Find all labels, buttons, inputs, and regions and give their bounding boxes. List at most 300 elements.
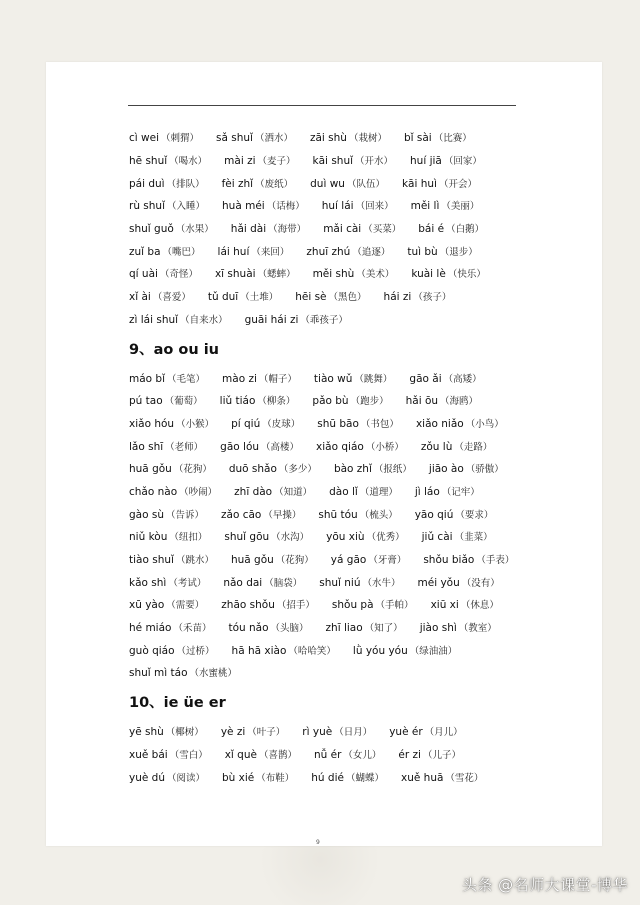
hanzi-text: （奇怪） xyxy=(159,269,198,281)
word-entry xyxy=(234,484,312,498)
hanzi-text: （考试） xyxy=(168,577,207,589)
word-row xyxy=(129,217,569,240)
hanzi-text: （追逐） xyxy=(352,246,391,258)
word-entry xyxy=(312,393,388,407)
word-entry xyxy=(411,198,480,212)
word-entry xyxy=(401,770,483,784)
pinyin-text: yè zi xyxy=(220,726,246,739)
word-entry xyxy=(228,620,308,634)
hanzi-text: （美丽） xyxy=(441,201,480,213)
hanzi-text: （手表） xyxy=(476,555,515,567)
word-entry xyxy=(245,312,348,326)
word-entry xyxy=(129,575,206,589)
pinyin-text: xiǎo hóu xyxy=(129,417,175,430)
pinyin-text: kāi shuǐ xyxy=(312,155,354,168)
word-entry xyxy=(129,289,191,303)
pinyin-text: huā gǒu xyxy=(230,554,274,567)
word-row xyxy=(129,239,569,262)
pinyin-text: zhī dào xyxy=(234,485,273,498)
document-page xyxy=(46,62,602,846)
word-entry xyxy=(221,507,301,521)
pinyin-text: jiào shì xyxy=(419,622,457,635)
pinyin-text: zhāo shǒu xyxy=(221,599,275,612)
pinyin-text: zhuī zhú xyxy=(306,245,351,258)
pinyin-text: yē shù xyxy=(129,726,164,739)
hanzi-text: （阅读） xyxy=(167,772,206,784)
word-entry xyxy=(224,529,309,543)
hanzi-text: （水蜜桃） xyxy=(189,668,238,680)
pinyin-text: xǐ què xyxy=(224,748,257,761)
pinyin-text: niǔ kòu xyxy=(129,531,168,544)
pinyin-text: pái duì xyxy=(129,177,165,190)
hanzi-text: （水沟） xyxy=(271,532,310,544)
word-entry xyxy=(231,552,314,566)
word-entry xyxy=(129,665,237,679)
word-entry xyxy=(129,770,205,784)
pinyin-text: chǎo nào xyxy=(129,485,178,498)
pinyin-text: shū tóu xyxy=(318,508,358,521)
pinyin-text: huà méi xyxy=(222,200,265,213)
pinyin-text: xuě bái xyxy=(129,748,168,761)
word-row xyxy=(129,389,569,412)
hanzi-text: （雪白） xyxy=(169,749,208,761)
pinyin-text: yuè dú xyxy=(129,771,165,784)
hanzi-text: （比赛） xyxy=(433,133,472,145)
word-entry xyxy=(384,289,452,303)
word-entry xyxy=(295,289,366,303)
word-entry xyxy=(314,747,381,761)
pinyin-text: gāo lóu xyxy=(220,440,260,453)
pinyin-text: bào zhǐ xyxy=(333,463,372,476)
word-entry xyxy=(129,266,198,280)
hanzi-text: （休息） xyxy=(460,600,499,612)
word-row xyxy=(129,525,569,548)
pinyin-text: mào zi xyxy=(222,372,257,385)
hanzi-text: （梳头） xyxy=(359,509,398,521)
pinyin-text: guò qiáo xyxy=(129,644,175,657)
word-row xyxy=(129,502,569,525)
word-entry xyxy=(404,130,472,144)
hanzi-text: （废纸） xyxy=(255,178,294,190)
word-entry xyxy=(129,153,207,167)
word-entry xyxy=(316,439,404,453)
pinyin-text: bù xié xyxy=(222,771,255,784)
hanzi-text: （帽子） xyxy=(258,373,297,385)
word-row xyxy=(129,457,569,480)
word-row xyxy=(129,638,569,661)
word-entry xyxy=(129,221,214,235)
word-row xyxy=(129,149,569,172)
hanzi-text: （开水） xyxy=(355,156,394,168)
hanzi-text: （牙膏） xyxy=(368,555,407,567)
pinyin-text: hú dié xyxy=(311,771,344,784)
word-entry xyxy=(129,724,204,738)
word-entry xyxy=(222,371,297,385)
word-entry xyxy=(129,416,214,430)
pinyin-text: shū bāo xyxy=(317,417,359,430)
word-row xyxy=(129,593,569,616)
word-entry xyxy=(389,724,462,738)
hanzi-text: （花狗） xyxy=(275,555,314,567)
hanzi-text: （禾苗） xyxy=(173,623,212,635)
word-entry xyxy=(353,643,457,657)
hanzi-text: （刺猬） xyxy=(161,133,200,145)
hanzi-text: （需要） xyxy=(166,600,205,612)
pinyin-text: guāi hái zi xyxy=(244,313,299,326)
word-row xyxy=(129,661,569,684)
word-entry xyxy=(313,266,395,280)
word-entry xyxy=(319,575,400,589)
word-entry xyxy=(223,575,302,589)
pinyin-text: jì láo xyxy=(414,485,440,498)
section-title: 9、ao ou iu xyxy=(129,341,220,358)
hanzi-text: （过桥） xyxy=(176,645,215,657)
pinyin-text: xiǎo qiáo xyxy=(316,440,364,453)
word-entry xyxy=(216,130,293,144)
word-entry xyxy=(326,620,403,634)
pinyin-text: lái huí xyxy=(217,245,250,258)
hanzi-text: （乖孩子） xyxy=(300,314,348,326)
pinyin-text: hǎi dài xyxy=(230,223,267,236)
hanzi-text: （记牢） xyxy=(441,486,480,498)
hanzi-text: （水牛） xyxy=(362,577,401,589)
pinyin-text: lǎo shī xyxy=(129,440,164,453)
pinyin-text: rì yuè xyxy=(302,726,333,739)
hanzi-text: （早操） xyxy=(263,509,302,521)
hanzi-text: （跳水） xyxy=(175,555,214,567)
pinyin-text: huí jiā xyxy=(410,155,442,168)
word-row xyxy=(129,262,569,285)
hanzi-text: （入睡） xyxy=(167,201,206,213)
pinyin-text: hē shuǐ xyxy=(129,155,168,168)
hanzi-text: （骄傲） xyxy=(465,464,504,476)
word-entry xyxy=(415,507,494,521)
word-entry xyxy=(129,552,214,566)
pinyin-text: bái é xyxy=(418,223,445,236)
word-entry xyxy=(407,244,477,258)
word-entry xyxy=(221,597,315,611)
pinyin-text: máo bǐ xyxy=(129,372,166,385)
pinyin-text: mǎi cài xyxy=(323,223,362,236)
pinyin-text: hǎi ōu xyxy=(405,395,439,408)
word-entry xyxy=(129,176,205,190)
pinyin-text: tǔ duī xyxy=(207,291,239,304)
word-entry xyxy=(318,507,397,521)
word-entry xyxy=(329,484,398,498)
word-row xyxy=(129,765,569,788)
hanzi-text: （哈哈笑） xyxy=(288,645,336,657)
word-entry xyxy=(208,289,278,303)
word-entry xyxy=(129,484,217,498)
word-entry xyxy=(306,244,390,258)
pinyin-text: lǜ yóu yóu xyxy=(352,644,408,657)
pinyin-text: tiào shuǐ xyxy=(129,554,174,567)
hanzi-text: （叶子） xyxy=(247,727,286,739)
hanzi-text: （雪花） xyxy=(445,772,484,784)
hanzi-text: （高矮） xyxy=(443,373,482,385)
hanzi-text: （韭菜） xyxy=(454,532,493,544)
hanzi-text: （买菜） xyxy=(363,224,402,236)
word-row xyxy=(129,616,569,639)
pinyin-text: mài zi xyxy=(224,155,256,168)
hanzi-text: （嘴巴） xyxy=(162,246,201,258)
hanzi-text: （布鞋） xyxy=(256,772,295,784)
pinyin-text: zhī liao xyxy=(325,622,363,635)
pinyin-text: huí lái xyxy=(321,200,354,213)
pinyin-text: hé miáo xyxy=(129,622,172,635)
word-entry xyxy=(323,221,401,235)
pinyin-text: méi yǒu xyxy=(417,576,460,589)
word-row xyxy=(129,480,569,503)
pinyin-text: cì wei xyxy=(129,132,159,145)
pinyin-text: dào lǐ xyxy=(329,485,358,498)
pinyin-text: hēi sè xyxy=(295,291,327,304)
hanzi-text: （麦子） xyxy=(257,156,296,168)
hanzi-text: （脑袋） xyxy=(264,577,303,589)
pinyin-text: zì lái shuǐ xyxy=(129,313,179,326)
word-row xyxy=(129,720,569,743)
pinyin-text: yāo qiú xyxy=(414,508,454,521)
word-entry xyxy=(302,724,372,738)
pinyin-text: shuǐ guǒ xyxy=(129,223,174,236)
pinyin-text: xuě huā xyxy=(401,771,444,784)
hanzi-text: （道理） xyxy=(359,486,398,498)
hanzi-text: （高楼） xyxy=(261,441,300,453)
word-row xyxy=(129,194,569,217)
hanzi-text: （没有） xyxy=(461,577,500,589)
word-entry xyxy=(129,312,228,326)
source-watermark: 头条 @名师大课堂-博华 xyxy=(461,876,628,894)
hanzi-text: （洒水） xyxy=(254,133,293,145)
pinyin-text: pǎo bù xyxy=(312,395,349,408)
hanzi-text: （毛笔） xyxy=(167,373,206,385)
pinyin-text: kǎo shì xyxy=(129,576,167,589)
hanzi-text: （孩子） xyxy=(413,292,452,304)
hanzi-text: （皮球） xyxy=(262,418,301,430)
word-entry xyxy=(224,153,295,167)
pinyin-text: sǎ shuǐ xyxy=(216,132,253,145)
hanzi-text: （海鸥） xyxy=(440,396,479,408)
hanzi-text: （报纸） xyxy=(373,464,412,476)
hanzi-text: （老师） xyxy=(165,441,204,453)
hanzi-text: （花狗） xyxy=(173,464,212,476)
word-entry xyxy=(129,198,205,212)
pinyin-text: yōu xiù xyxy=(326,531,365,544)
pinyin-text: yá gāo xyxy=(330,554,367,567)
word-entry xyxy=(334,461,412,475)
word-row xyxy=(129,412,569,435)
word-entry xyxy=(129,461,212,475)
hanzi-text: （自来水） xyxy=(180,314,228,326)
hanzi-text: （优秀） xyxy=(366,532,405,544)
word-entry xyxy=(222,176,294,190)
pinyin-text: bǐ sài xyxy=(403,132,432,145)
word-entry xyxy=(331,552,407,566)
word-entry xyxy=(231,416,300,430)
pinyin-text: shǒu pà xyxy=(331,599,374,612)
pinyin-text: qí uài xyxy=(129,268,158,281)
pinyin-text: pí qiú xyxy=(231,417,261,430)
word-entry xyxy=(218,244,290,258)
word-entry xyxy=(322,198,394,212)
pinyin-text: shuǐ niú xyxy=(319,576,361,589)
word-entry xyxy=(313,153,393,167)
hanzi-text: （小桥） xyxy=(365,441,404,453)
pinyin-text: jiǔ cài xyxy=(421,531,453,544)
hanzi-text: （回来） xyxy=(355,201,394,213)
word-entry xyxy=(422,529,493,543)
hanzi-text: （小鸟） xyxy=(465,418,504,430)
hanzi-text: （女儿） xyxy=(343,749,382,761)
word-entry xyxy=(406,393,478,407)
pinyin-text: zǒu lù xyxy=(420,440,453,453)
pinyin-text: duō shǎo xyxy=(228,463,277,476)
hanzi-text: （教室） xyxy=(458,623,497,635)
hanzi-text: （多少） xyxy=(278,464,317,476)
word-entry xyxy=(418,221,484,235)
word-entry xyxy=(415,484,480,498)
pinyin-text: xǐ ài xyxy=(129,291,151,304)
word-entry xyxy=(314,371,393,385)
hanzi-text: （头脑） xyxy=(270,623,309,635)
pinyin-text: tiào wǔ xyxy=(313,372,353,385)
hanzi-text: （海带） xyxy=(268,224,307,236)
word-entry xyxy=(222,770,294,784)
hanzi-text: （告诉） xyxy=(166,509,205,521)
hanzi-text: （栽树） xyxy=(348,133,387,145)
word-entry xyxy=(421,439,493,453)
hanzi-text: （喜鹊） xyxy=(258,749,297,761)
hanzi-text: （排队） xyxy=(166,178,205,190)
pinyin-text: huā gǒu xyxy=(129,463,172,476)
word-entry xyxy=(129,597,204,611)
word-entry xyxy=(129,244,201,258)
word-entry xyxy=(129,620,211,634)
word-entry xyxy=(232,643,336,657)
word-entry xyxy=(310,130,387,144)
pinyin-text: nǚ ér xyxy=(313,748,342,761)
page-number: 9 xyxy=(316,839,320,846)
word-entry xyxy=(420,620,497,634)
hanzi-text: （儿子） xyxy=(422,749,461,761)
pinyin-text: tóu nǎo xyxy=(228,622,269,635)
hanzi-text: （招手） xyxy=(276,600,315,612)
pinyin-text: xū yào xyxy=(129,599,165,612)
hanzi-text: （快乐） xyxy=(447,269,486,281)
pinyin-text: kāi huì xyxy=(401,177,437,190)
hanzi-text: （月儿） xyxy=(424,727,463,739)
pinyin-text: měi lì xyxy=(410,200,440,213)
word-row xyxy=(129,285,569,308)
pinyin-text: xiū xi xyxy=(430,599,459,612)
word-entry xyxy=(311,770,384,784)
pinyin-text: xiǎo niǎo xyxy=(415,417,464,430)
word-entry xyxy=(398,747,461,761)
word-entry xyxy=(410,153,482,167)
pinyin-text: ér zi xyxy=(398,748,421,761)
hanzi-text: （跑步） xyxy=(350,396,389,408)
hanzi-text: （柳条） xyxy=(257,396,296,408)
word-entry xyxy=(129,643,215,657)
word-entry xyxy=(129,439,203,453)
word-entry xyxy=(431,597,499,611)
hanzi-text: （知道） xyxy=(274,486,313,498)
hanzi-text: （蝴蝶） xyxy=(345,772,384,784)
hanzi-text: （土堆） xyxy=(240,292,279,304)
word-entry xyxy=(409,371,481,385)
word-entry xyxy=(429,461,504,475)
hanzi-text: （队伍） xyxy=(346,178,385,190)
hanzi-text: （纽扣） xyxy=(169,532,208,544)
hanzi-text: （白鹅） xyxy=(446,224,485,236)
pinyin-text: hā hā xiào xyxy=(231,644,287,657)
word-entry xyxy=(129,529,207,543)
pinyin-text: gāo ǎi xyxy=(409,372,442,385)
hanzi-text: （喜爱） xyxy=(152,292,191,304)
hanzi-text: （日月） xyxy=(334,727,373,739)
hanzi-text: （喝水） xyxy=(169,156,208,168)
pinyin-text: tuì bù xyxy=(407,245,438,258)
pinyin-text: měi shù xyxy=(312,268,355,281)
word-entry xyxy=(423,552,514,566)
hanzi-text: （吵闹） xyxy=(179,486,218,498)
word-entry xyxy=(222,198,305,212)
word-entry xyxy=(129,393,203,407)
word-entry xyxy=(225,747,297,761)
word-entry xyxy=(215,266,296,280)
word-row xyxy=(129,308,569,331)
hanzi-text: （话梅） xyxy=(266,201,305,213)
word-entry xyxy=(317,416,399,430)
pinyin-text: liǔ tiáo xyxy=(219,395,256,408)
word-entry xyxy=(310,176,385,190)
word-list-content xyxy=(129,126,569,788)
hanzi-text: （来回） xyxy=(251,246,290,258)
word-row xyxy=(129,743,569,766)
word-entry xyxy=(129,130,199,144)
hanzi-text: （美术） xyxy=(356,269,395,281)
word-entry xyxy=(402,176,477,190)
hanzi-text: （知了） xyxy=(364,623,403,635)
word-entry xyxy=(129,371,205,385)
hanzi-text: （椰树） xyxy=(165,727,204,739)
hanzi-text: （绿油油） xyxy=(409,645,458,657)
word-entry xyxy=(411,266,486,280)
word-entry xyxy=(332,597,414,611)
header-rule xyxy=(128,105,516,106)
hanzi-text: （退步） xyxy=(439,246,478,258)
pinyin-text: rù shuǐ xyxy=(129,200,166,213)
hanzi-text: （手帕） xyxy=(375,600,414,612)
pinyin-text: nǎo dai xyxy=(223,576,263,589)
hanzi-text: （回家） xyxy=(443,156,482,168)
pinyin-text: yuè ér xyxy=(389,726,423,739)
hanzi-text: （葡萄） xyxy=(164,396,203,408)
pinyin-text: shuǐ mì táo xyxy=(129,667,188,680)
word-entry xyxy=(231,221,306,235)
word-entry xyxy=(220,439,299,453)
word-entry xyxy=(129,747,208,761)
pinyin-text: zǎo cāo xyxy=(221,508,262,521)
word-row xyxy=(129,434,569,457)
hanzi-text: （书包） xyxy=(360,418,399,430)
pinyin-text: duì wu xyxy=(310,177,345,190)
hanzi-text: （走路） xyxy=(454,441,493,453)
word-entry xyxy=(418,575,500,589)
pinyin-text: shǒu biǎo xyxy=(423,554,475,567)
pinyin-text: kuài lè xyxy=(411,268,446,281)
word-entry xyxy=(416,416,504,430)
